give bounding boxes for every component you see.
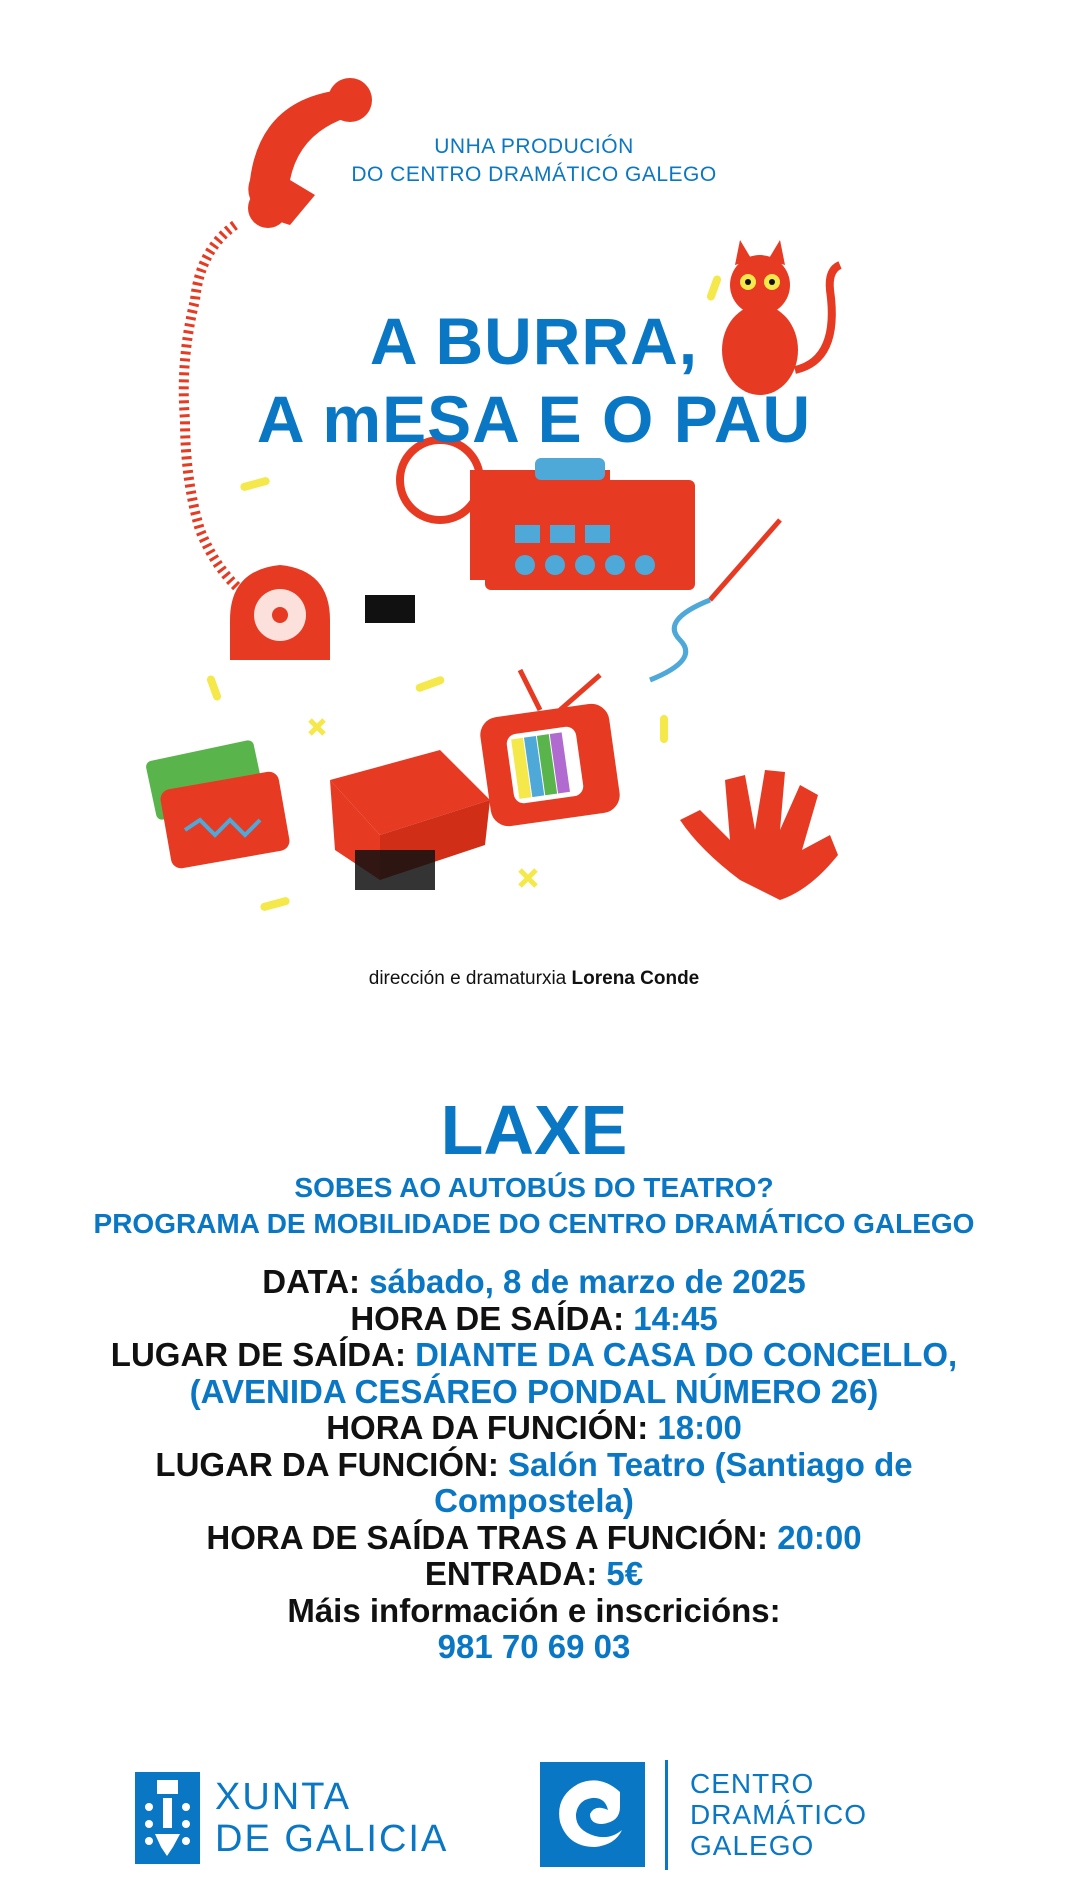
credit-name: Lorena Conde: [571, 968, 700, 989]
show-place-row: [0, 1447, 1068, 1484]
more-info-label: Máis información e inscricións:: [287, 1591, 781, 1629]
cdg-divider: [665, 1760, 668, 1870]
wallet-icon: [145, 739, 291, 870]
producer-line-2: DO CENTRO DRAMÁTICO GALEGO: [351, 163, 717, 186]
return-time-label: HORA DE SAÍDA TRAS A FUNCIÓN:: [206, 1518, 769, 1556]
show-place-value-2: Compostela): [434, 1482, 634, 1519]
telephone-handset-icon: [248, 78, 372, 228]
phone-number: 981 70 69 03: [437, 1628, 631, 1665]
cdg-line-3: GALEGO: [690, 1830, 815, 1861]
centro-dramatico-galego-logo: [540, 1760, 940, 1870]
xunta-line-1: XUNTA: [215, 1776, 351, 1818]
event-info: [0, 1264, 1068, 1666]
departure-time-label: HORA DE SAÍDA:: [350, 1299, 625, 1337]
departure-place-label: LUGAR DE SAÍDA:: [110, 1336, 406, 1373]
subtitle-line-1: SOBES AO AUTOBÚS DO TEATRO?: [294, 1172, 774, 1203]
credit-label: dirección e dramaturxia: [368, 968, 567, 989]
title-line-1: A BURRA,: [369, 304, 699, 378]
return-time-value: 20:00: [777, 1518, 862, 1556]
date-row: [0, 1264, 1068, 1301]
departure-time-row: [0, 1301, 1068, 1338]
cdg-line-1: CENTRO: [690, 1768, 815, 1799]
show-time-label: HORA DA FUNCIÓN:: [326, 1409, 649, 1446]
departure-time-value: 14:45: [633, 1299, 718, 1337]
show-place-label: LUGAR DA FUNCIÓN:: [155, 1445, 499, 1483]
return-time-row: [0, 1520, 1068, 1557]
date-value: sábado, 8 de marzo de 2025: [369, 1263, 806, 1300]
town-heading: LAXE: [440, 1091, 628, 1169]
title-line-2: A mESA E O PAU: [256, 382, 812, 456]
play-illustration: [140, 60, 940, 960]
entry-row: [0, 1556, 1068, 1593]
glove-icon: [680, 770, 838, 900]
departure-place-row: [0, 1337, 1068, 1374]
needle: [710, 520, 780, 600]
show-place-value-1: Salón Teatro (Santiago de: [507, 1445, 913, 1483]
subtitle-line-2: PROGRAMA DE MOBILIDADE DO CENTRO DRAMÁTICO GALEGO: [93, 1208, 975, 1239]
show-time-row: [0, 1410, 1068, 1447]
xunta-de-galicia-logo: [135, 1772, 495, 1867]
date-label: DATA:: [262, 1263, 361, 1300]
cdg-line-2: DRAMÁTICO: [690, 1799, 867, 1830]
rotary-phone-icon: [230, 565, 330, 660]
departure-place-value-1: DIANTE DA CASA DO CONCELLO,: [415, 1336, 958, 1373]
television-icon: [478, 670, 622, 829]
play-title: [0, 302, 1068, 458]
entry-value: 5€: [606, 1555, 644, 1592]
program-subtitle: [0, 1170, 1068, 1242]
director-credit: [0, 968, 1068, 990]
xunta-line-2: DE GALICIA: [215, 1818, 449, 1860]
table-icon: [330, 750, 490, 890]
entry-label: ENTRADA:: [424, 1555, 598, 1592]
radio-machine-icon: [365, 440, 695, 623]
departure-place-value-2: (AVENIDA CESÁREO PONDAL NÚMERO 26): [189, 1372, 879, 1410]
producer-line-1: UNHA PRODUCIÓN: [434, 135, 634, 158]
cdg-mark-icon: [540, 1762, 645, 1867]
thread: [650, 600, 710, 680]
xunta-shield-icon: [135, 1772, 200, 1864]
show-time-value: 18:00: [657, 1409, 742, 1446]
